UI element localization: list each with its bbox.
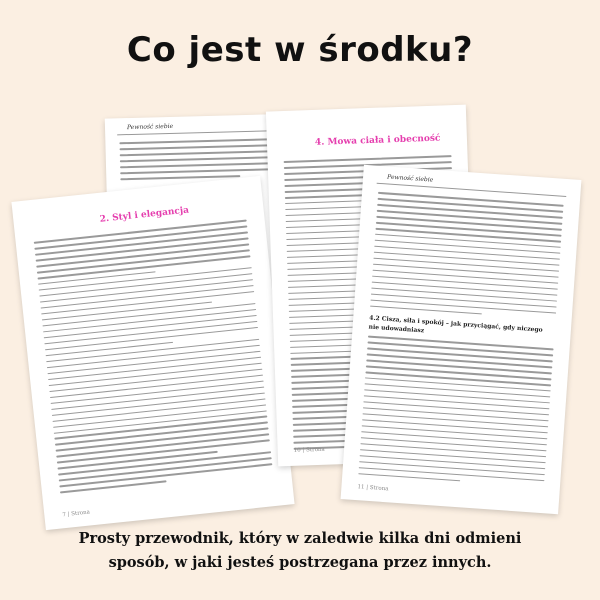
- caption-text: Prosty przewodnik, który w zaledwie kilka dni odmieni sposób, w jaki jesteś postrzegana przez innych.: [78, 530, 522, 571]
- text-line: [120, 168, 292, 174]
- text-line: [47, 344, 260, 368]
- text-line: [120, 162, 292, 168]
- page-header-title: Pewność siebie: [386, 173, 434, 184]
- text-line: [52, 392, 265, 416]
- section-heading: 2. Styl i elegancja: [99, 205, 190, 225]
- text-line: [51, 386, 264, 410]
- text-line: [44, 315, 257, 339]
- document-page-left: [11, 176, 294, 530]
- text-line: [39, 267, 252, 291]
- text-line: [119, 138, 291, 144]
- page-text-block: [34, 219, 274, 497]
- text-line: [51, 380, 264, 404]
- text-line: [120, 150, 292, 156]
- text-line: [49, 368, 262, 392]
- text-line: [42, 303, 255, 327]
- text-line: [41, 285, 254, 309]
- text-line: [120, 144, 292, 150]
- text-line: [47, 350, 260, 374]
- text-line: [45, 327, 258, 351]
- text-line: [50, 374, 263, 398]
- text-line: [48, 356, 261, 380]
- page-footer: 11 | Strona: [357, 484, 389, 493]
- page-title: Co jest w środku?: [126, 30, 474, 70]
- text-line: [41, 291, 254, 315]
- page-text-block: [370, 192, 564, 324]
- page-text-block: [358, 336, 554, 492]
- document-page-right: [341, 165, 582, 514]
- text-line: [39, 273, 252, 297]
- text-line: [49, 362, 262, 386]
- text-line: [43, 309, 256, 333]
- section-heading: 4. Mowa ciała i obecność: [314, 133, 441, 148]
- text-line: [60, 481, 167, 494]
- text-line: [120, 156, 292, 162]
- text-line: [44, 321, 257, 345]
- section-heading-text: 4.2 Cisza, siła i spokój – jak przyciągać, gdy niczego nie udowadniasz: [368, 314, 543, 335]
- page-header-title: Pewność siebie: [126, 122, 174, 132]
- text-line: [46, 339, 259, 363]
- page-footer: 10 | Strona: [293, 446, 325, 454]
- text-line: [40, 279, 253, 303]
- page-footer: 7 | Strona: [62, 509, 91, 519]
